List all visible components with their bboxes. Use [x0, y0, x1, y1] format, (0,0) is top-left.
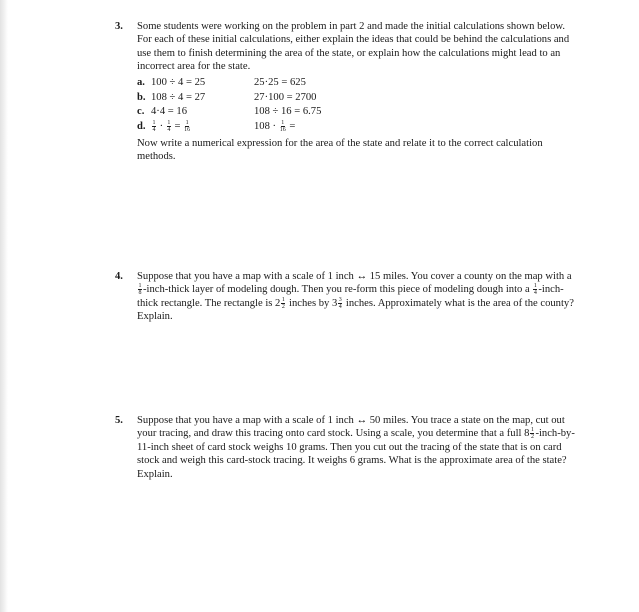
fraction: $\frac{1}{4}$ [152, 120, 156, 134]
calc-row-a [137, 76, 576, 91]
calc-row-c [137, 105, 576, 120]
calc-label: d. [137, 121, 146, 132]
calc-row-b [137, 90, 576, 105]
calc-right: 108 · $\frac{1}{16}$ = [254, 120, 296, 134]
page-edge-shadow [0, 0, 8, 612]
fraction: $\frac{1}{4}$ [167, 120, 171, 134]
problem-5 [116, 414, 576, 481]
problem-closing-text: Now write a numerical expression for the area of the state and relate it to the correct calculation methods. [137, 138, 543, 163]
problem-4 [116, 270, 576, 324]
calculations-list [137, 76, 576, 134]
fraction: $\frac{1}{16}$ [279, 120, 286, 134]
problem-number: 4. [115, 271, 123, 282]
fraction: $\frac{1}{16}$ [184, 120, 191, 134]
calc-label: a. [137, 77, 145, 89]
problem-text: Suppose that you have a map with a scale of 1 inch ↔ 50 miles. You trace a state on the map, cut out your tracing, and draw this tracing onto card stock. Using a scale, you determine that a full 8 $\frac{1}{2}$ -inch-by-11-inch sheet of card stock weighs 10 grams. Then you cut out the tracing of the state that is on card stock and weigh this card-stock tracing. It weighs 6 grams. What is the approximate area of the state? Explain. [137, 415, 575, 480]
calc-right: 108 ÷ 16 = 6.75 [254, 106, 322, 118]
calc-left: 100 ÷ 4 = 25 [151, 77, 206, 89]
calc-left: $\frac{1}{4}$ · $\frac{1}{4}$ = $\frac{1}{16}$ [152, 120, 191, 134]
fraction: $\frac{3}{4}$ [338, 296, 342, 310]
fraction: $\frac{1}{2}$ [281, 296, 285, 310]
fraction: $\frac{1}{4}$ [533, 283, 537, 297]
problem-text: Suppose that you have a map with a scale of 1 inch ↔ 15 miles. You cover a county on the map with a $\frac{1}{8}$ -inch-thick layer of modeling dough. Then you re-form this piece of modeling dough into a $\frac{1}{4}$ -inch-thick rectangle. The rectangle is 2 $\frac{1}{2}$ inches by 3 $\frac{3}{4}$ inches. Approximately what is the area of the county? Explain. [137, 271, 574, 323]
calc-label: b. [137, 91, 146, 103]
calc-label: c. [137, 106, 145, 118]
fraction: $\frac{1}{8}$ [138, 283, 142, 297]
calc-right: 25·25 = 625 [254, 77, 306, 89]
problem-text: Some students were working on the problem in part 2 and made the initial calculations shown below. For each of these initial calculations, either explain the ideas that could be behind the calculations and use them to finish determining the area of the state, or explain how the calculations might lead to an incorrect area for the state. [137, 21, 570, 73]
problem-number: 3. [115, 21, 123, 32]
calc-left: 108 ÷ 4 = 27 [151, 91, 206, 103]
fraction: $\frac{1}{2}$ [530, 427, 534, 441]
calc-left: 4·4 = 16 [151, 106, 187, 118]
problem-number: 5. [115, 415, 123, 426]
problem-3 [116, 20, 576, 164]
calc-right: 27·100 = 2700 [254, 91, 317, 103]
calc-row-d [137, 119, 576, 134]
